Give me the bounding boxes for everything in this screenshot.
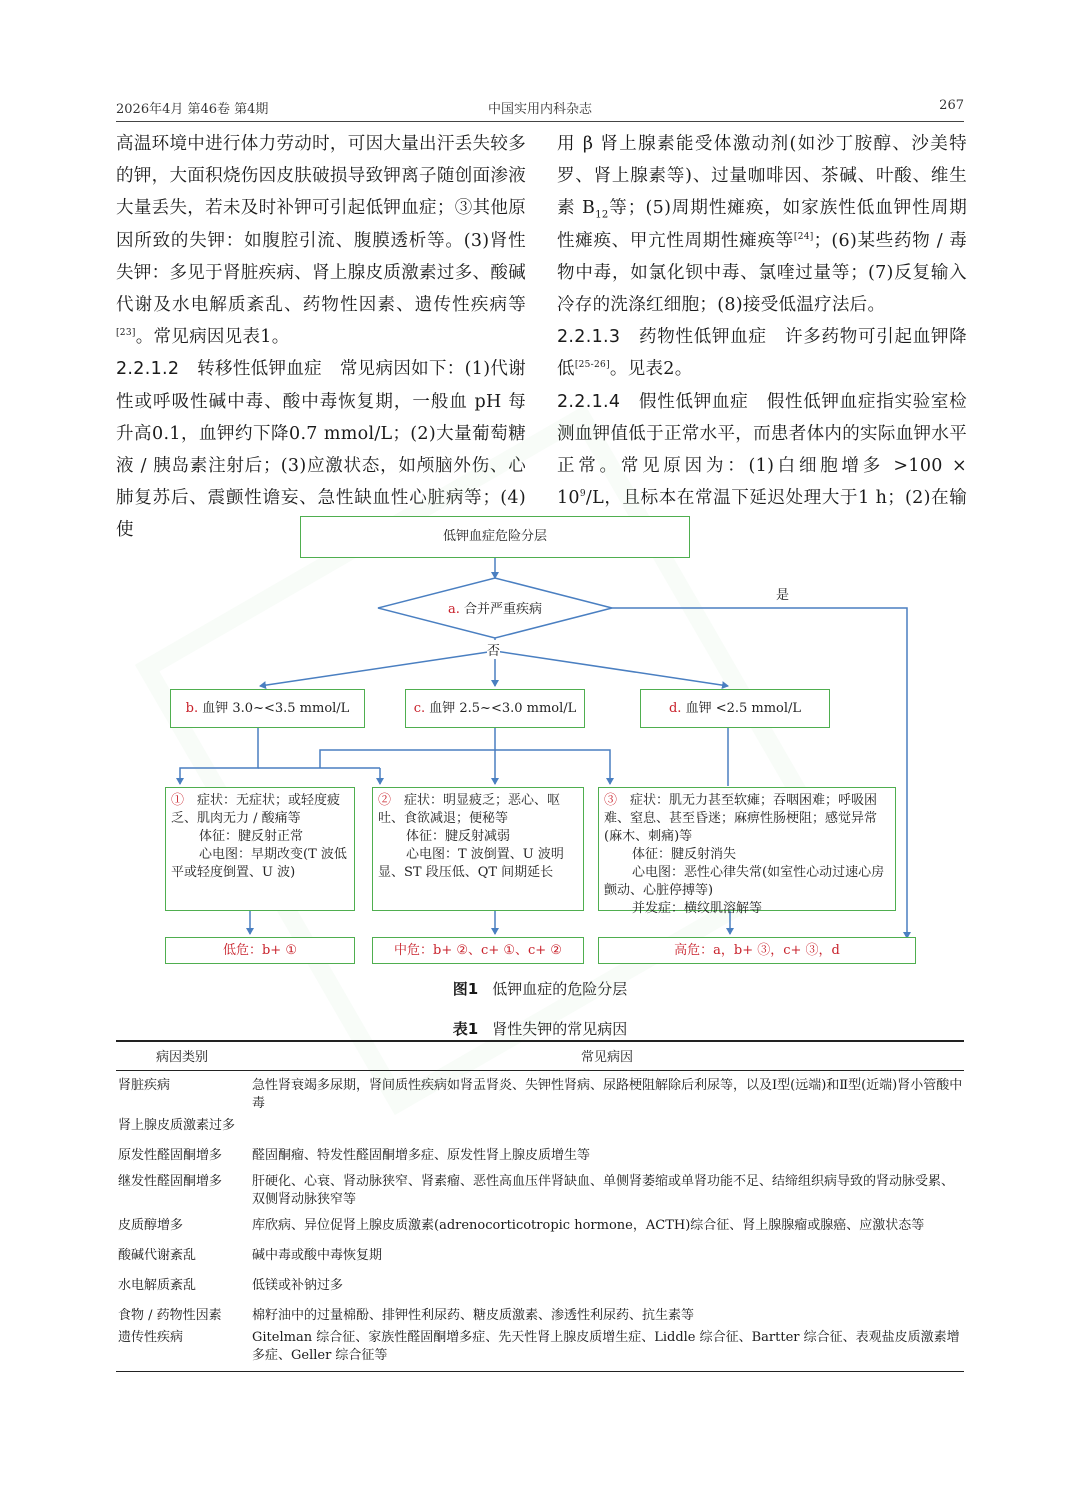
paragraph-renal-loss: 高温环境中进行体力劳动时，可因大量出汗丢失较多的钾，大面积烧伤因皮肤破损导致钾离子随创面渗液大量丢失，若未及时补钾可引起低钾血症；③其他原因所致的失钾：如腹腔引流、腹膜透析等。(3)肾性失钾：多见于肾脏疾病、肾上腺皮质激素过多、酸碱代谢及水电解质紊乱、药物性因素、遗传性疾病等[23]。常见病因见表1。	[116, 134, 526, 348]
table-row: 肾脏疾病 急性肾衰竭多尿期，肾间质性疾病如肾盂肾炎、失钾性肾病、尿路梗阻解除后利尿等，以及Ⅰ型(远端)和Ⅱ型(近端)肾小管酸中毒	[118, 1077, 963, 1111]
decision-label: a. 合并严重疾病	[447, 602, 543, 617]
header-causes: 常见病因	[580, 1050, 633, 1065]
table-row: 酸碱代谢紊乱 碱中毒或酸中毒恢复期	[118, 1247, 383, 1263]
figure-caption: 图1 低钾血症的危险分层	[452, 980, 628, 998]
left-column	[116, 128, 526, 547]
table-row: 水电解质紊乱 低镁或补钠过多	[118, 1277, 344, 1293]
table-caption: 表1 肾性失钾的常见病因	[452, 1020, 628, 1038]
symptom-box-2: ② 症状：明显疲乏；恶心、呕吐、食欲减退；便秘等 体征：腱反射减弱 心电图：T 波倒置、U 波明显、ST 段压低、QT 间期延长	[372, 787, 584, 911]
risk-low-box: 低危：b+ ①	[165, 937, 355, 964]
arrow-b-to-s1	[180, 728, 258, 784]
journal-name: 中国实用内科杂志	[487, 102, 592, 117]
citation[interactable]: [23]	[116, 328, 136, 339]
citation[interactable]: [25-26]	[574, 360, 610, 371]
section-heading-2213: 2.2.1.3 药物性低钾血症	[557, 327, 767, 348]
level-c-box: c. 血钾 2.5~<3.0 mmol/L	[405, 689, 585, 728]
table-row: 食物 / 药物性因素 棉籽油中的过量棉酚、排钾性利尿药、糖皮质激素、渗透性利尿药、抗生素等	[118, 1307, 695, 1323]
risk-mid-box: 中危：b+ ②、c+ ①、c+ ②	[372, 937, 584, 964]
citation[interactable]: [24]	[793, 231, 814, 242]
renal-potassium-loss-table	[116, 1040, 964, 1372]
table-row: 遗传性疾病 Gitelman 综合征、家族性醛固酮增多症、先天性肾上腺皮质增生症、Liddle 综合征、Bartter 综合征、表观盐皮质激素增多症、Geller 综合征等	[118, 1329, 960, 1363]
running-header	[116, 98, 964, 118]
table-row: 肾上腺皮质激素过多	[118, 1117, 236, 1133]
section-heading-2214: 2.2.1.4 假性低钾血症	[557, 391, 749, 412]
arrow-no-to-d	[495, 651, 728, 686]
yes-label: 是	[776, 588, 790, 603]
paragraph-transfer-continued: 用 β 肾上腺素能受体激动剂(如沙丁胺醇、沙美特罗、肾上腺素等)、过量咖啡因、茶碱、叶酸、维生素 $B_{12}$等；(5)周期性瘫痪，如家族性低血钾性周期性瘫痪、甲亢性周期性瘫痪等[24]；(6)某些药物 / 毒物中毒，如氯化钡中毒、氯喹过量等；(7)反复输入冷存的洗涤红细胞；(8)接受低温疗法后。	[557, 134, 967, 316]
right-column	[557, 128, 967, 547]
flow-top-box: 低钾血症危险分层	[300, 516, 690, 558]
table-bottom-rule	[116, 1371, 964, 1373]
header-rule	[116, 121, 964, 122]
table-row: 原发性醛固酮增多 醛固酮瘤、特发性醛固酮增多症、原发性肾上腺皮质增生等	[118, 1147, 591, 1163]
issue-info: 2026年4月 第46卷 第4期	[116, 102, 269, 117]
table-row: 皮质醇增多 库欣病、异位促肾上腺皮质激素(adrenocorticotropic hormone，ACTH)综合征、肾上腺腺瘤或腺癌、应激状态等	[118, 1217, 925, 1233]
table-row: 继发性醛固酮增多 肝硬化、心衰、肾动脉狭窄、肾素瘤、恶性高血压伴肾缺血、单侧肾萎缩或单肾功能不足、结缔组织病导致的肾动脉受累、双侧肾动脉狭窄等	[118, 1173, 955, 1207]
table-header	[116, 1042, 964, 1070]
risk-high-box: 高危：a，b+ ③，c+ ③，d	[598, 937, 916, 964]
risk-stratification-flowchart	[150, 508, 940, 978]
page-number: 267	[939, 98, 964, 113]
symptom-box-3: ③ 症状：肌无力甚至软瘫；吞咽困难；呼吸困难、窒息、甚至昏迷；麻痹性肠梗阻；感觉异常(麻木、刺痛)等 体征：腱反射消失 心电图：恶性心律失常(如室性心动过速心房颤动、心脏停搏等) 并发症：横纹肌溶解等	[598, 787, 896, 911]
symptom-box-1: ① 症状：无症状；或轻度疲乏、肌肉无力 / 酸痛等 体征：腱反射正常 心电图：早期改变(T 波低平或轻度倒置、U 波)	[165, 787, 355, 911]
paragraph-transfer-hypokalemia: 2.2.1.2 转移性低钾血症 常见病因如下：(1)代谢性或呼吸性碱中毒、酸中毒恢复期，一般血 pH 每升高0.1，血钾约下降0.7 mmol/L；(2)大量葡萄糖液 / 胰岛素注射后；(3)应激状态，如颅脑外伤、心肺复苏后、震颤性谵妄、急性缺血性心脏病等；(4)使	[116, 359, 526, 541]
header-category: 病因类别	[156, 1050, 209, 1065]
paragraph-drug-hypokalemia: 2.2.1.3 药物性低钾血症 许多药物可引起血钾降低[25-26]。见表2。	[557, 327, 967, 380]
section-heading-2212: 2.2.1.2 转移性低钾血症	[116, 359, 322, 380]
arrow-c-to-s3	[495, 750, 610, 784]
level-b-box: b. 血钾 3.0~<3.5 mmol/L	[170, 689, 365, 728]
level-d-box: d. 血钾 <2.5 mmol/L	[640, 689, 830, 728]
arrow-no-to-b	[260, 651, 495, 686]
paragraph-pseudo-hypokalemia: 2.2.1.4 假性低钾血症 假性低钾血症指实验室检测血钾值低于正常水平，而患者体内的实际血钾水平正常。常见原因为：(1)白细胞增多 $>100 \times 10^9/L$，且标本在常温下延迟处理大于1 h；(2)在输	[557, 391, 967, 509]
no-label: 否	[487, 640, 500, 659]
connector-c-left	[320, 728, 495, 768]
